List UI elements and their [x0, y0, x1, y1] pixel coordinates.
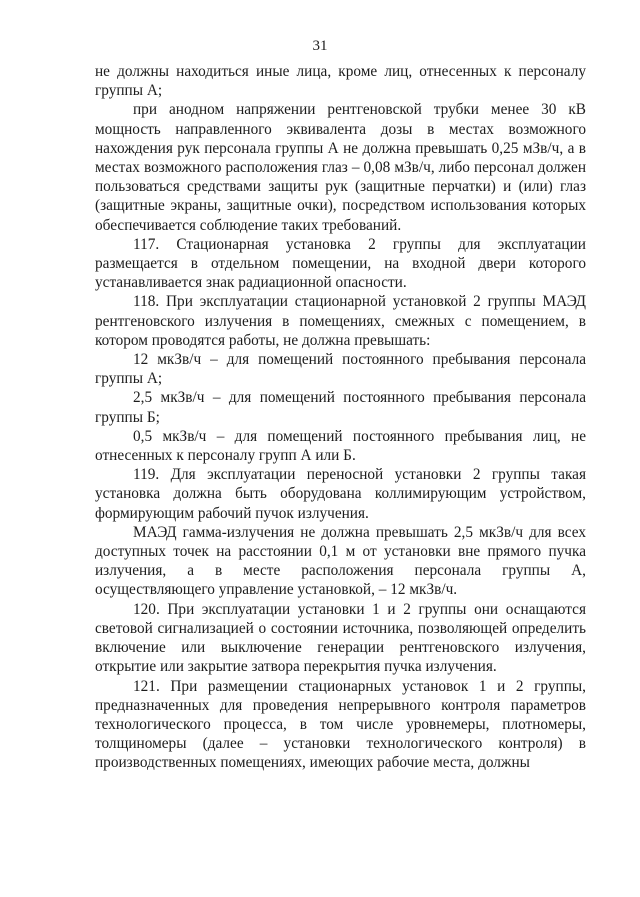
- paragraph-119-maed: МАЭД гамма-излучения не должна превышать 2,5 мкЗв/ч для всех доступных точек на расстоянии 0,1 м от установки вне прямого пучка излучения, а в месте расположения персонала группы А, осуществляющего управление установкой, – 12 мкЗв/ч.: [95, 523, 586, 599]
- paragraph-continuation: не должны находиться иные лица, кроме лиц, отнесенных к персоналу группы А;: [95, 63, 586, 100]
- document-body: [95, 62, 586, 773]
- paragraph-anode-voltage: при анодном напряжении рентгеновской трубки менее 30 кВ мощность направленного эквивалента дозы в местах возможного нахождения рук персонала группы А не должна превышать 0,25 мЗв/ч, а в местах возможного расположения глаз – 0,08 мЗв/ч, либо персонал должен пользоваться средствами защиты рук (защитные перчатки) и (или) глаз (защитные экраны, защитные очки), посредством использования которых обеспечивается соблюдение таких требований.: [95, 101, 586, 234]
- paragraph-118-item-group-b: 2,5 мкЗв/ч – для помещений постоянного пребывания персонала группы Б;: [95, 389, 586, 426]
- paragraph-118-item-other: 0,5 мкЗв/ч – для помещений постоянного пребывания лиц, не отнесенных к персоналу групп А или Б.: [95, 427, 586, 465]
- page-number: 31: [312, 38, 328, 54]
- paragraph-118: 118. При эксплуатации стационарной установкой 2 группы МАЭД рентгеновского излучения в помещениях, смежных с помещением, в котором проводятся работы, не должна превышать:: [95, 293, 586, 349]
- paragraph-121: 121. При размещении стационарных установок 1 и 2 группы, предназначенных для проведения непрерывного контроля параметров технологического процесса, в том числе уровнемеры, плотномеры, толщиномеры (далее – установки технологического контроля) в производственных помещениях, имеющих рабочие места, должны: [95, 677, 586, 772]
- paragraph-118-item-group-a: 12 мкЗв/ч – для помещений постоянного пребывания персонала группы А;: [95, 351, 586, 388]
- paragraph-117: 117. Стационарная установка 2 группы для эксплуатации размещается в отдельном помещении, на входной двери которого устанавливается знак радиационной опасности.: [95, 235, 586, 292]
- paragraph-119: 119. Для эксплуатации переносной установки 2 группы такая установка должна быть оборудована коллимирующим устройством, формирующим рабочий пучок излучения.: [95, 466, 586, 522]
- paragraph-120: 120. При эксплуатации установки 1 и 2 группы они оснащаются световой сигнализацией о состоянии источника, позволяющей определить включение или выключение генерации рентгеновского излучения, открытие или закрытие затвора перекрытия пучка излучения.: [95, 600, 586, 676]
